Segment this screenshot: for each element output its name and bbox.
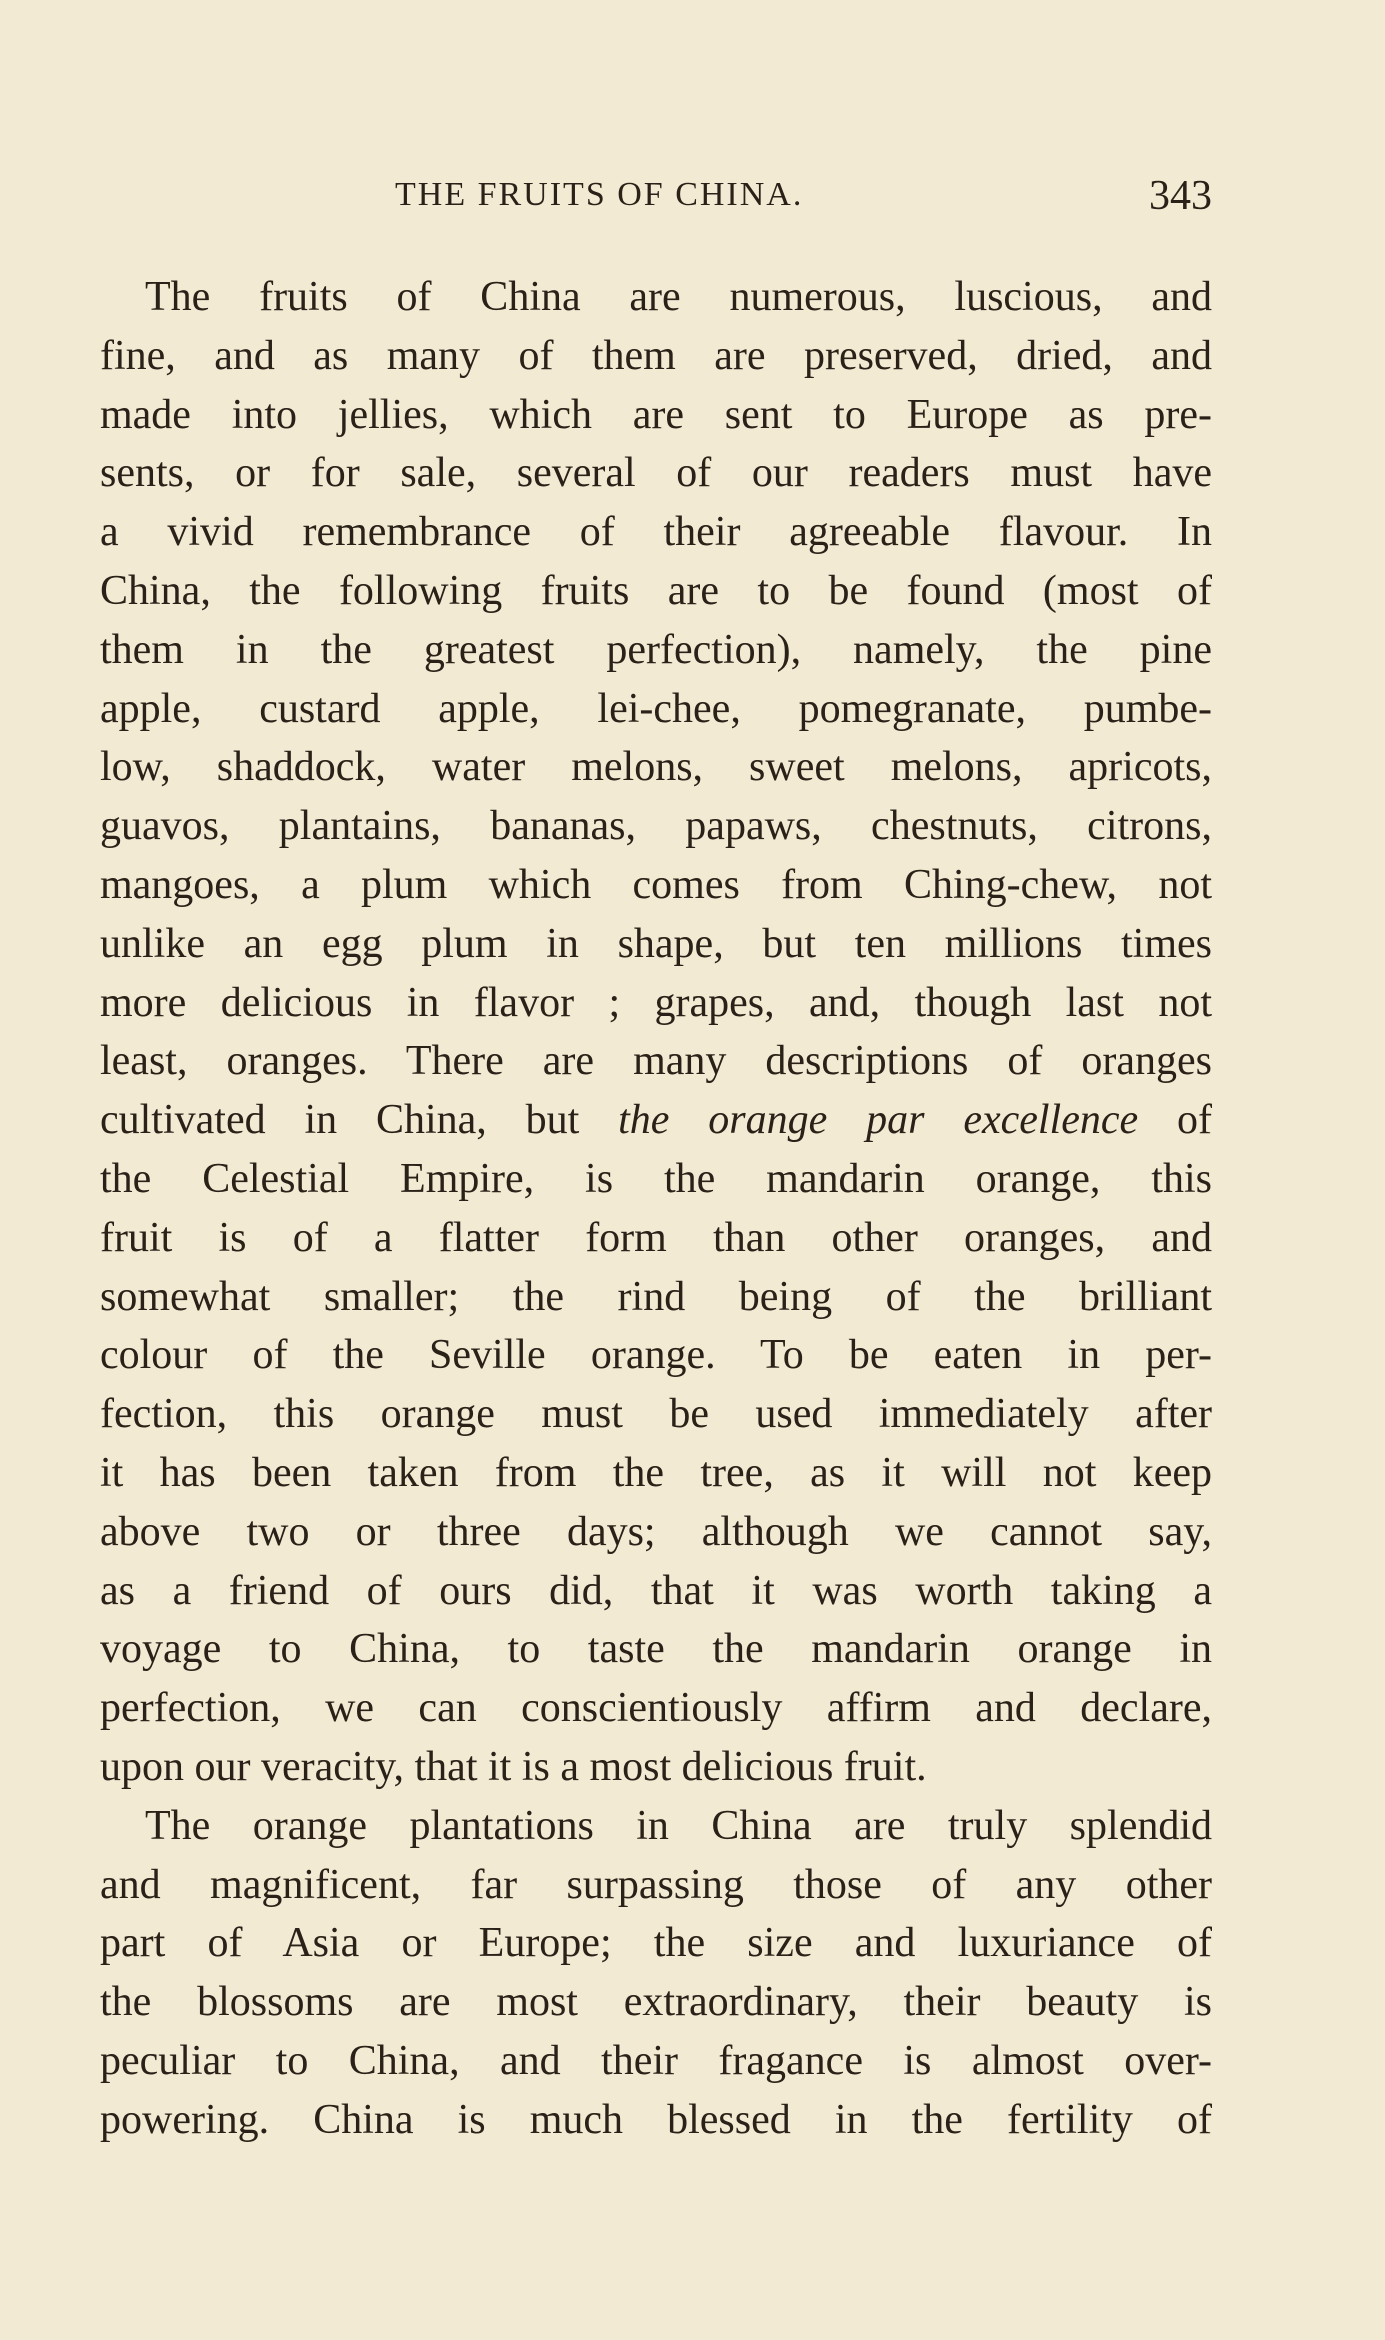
- text-line: unlike an egg plum in shape, but ten millions times: [100, 920, 1212, 967]
- page-header: [100, 172, 1212, 222]
- body-text: [100, 268, 1212, 2150]
- text-line: peculiar to China, and their fragance is almost over-: [100, 2037, 1212, 2084]
- text-line: as a friend of ours did, that it was worth taking a: [100, 1567, 1212, 1614]
- text-line: The fruits of China are numerous, luscious, and: [145, 274, 1212, 320]
- text-line: made into jellies, which are sent to Europe as pre-: [100, 391, 1212, 438]
- text-line: fruit is of a flatter form than other oranges, and: [100, 1214, 1212, 1261]
- text-line: perfection, we can conscientiously affirm and declare,: [100, 1685, 1212, 1732]
- italic-phrase: the orange par excellence: [618, 1097, 1139, 1144]
- text-line: fection, this orange must be used immediately after: [100, 1391, 1212, 1438]
- text-line: sents, or for sale, several of our readers must have: [100, 450, 1212, 497]
- text-segment: of: [1138, 1097, 1212, 1144]
- text-line: above two or three days; although we cannot say,: [100, 1508, 1212, 1555]
- text-line: low, shaddock, water melons, sweet melons, apricots,: [100, 744, 1212, 791]
- page-number: 343: [1149, 173, 1212, 219]
- text-line: apple, custard apple, lei-chee, pomegranate, pumbe-: [100, 685, 1212, 732]
- running-title: THE FRUITS OF CHINA.: [395, 176, 804, 213]
- text-line: the Celestial Empire, is the mandarin orange, this: [100, 1155, 1212, 1202]
- text-line: voyage to China, to taste the mandarin orange in: [100, 1626, 1212, 1673]
- text-line: fine, and as many of them are preserved, dried, and: [100, 332, 1212, 379]
- text-line: a vivid remembrance of their agreeable flavour. In: [100, 509, 1212, 556]
- text-line: the blossoms are most extraordinary, their beauty is: [100, 1979, 1212, 2026]
- text-line: more delicious in flavor ; grapes, and, though last not: [100, 979, 1212, 1026]
- text-line: part of Asia or Europe; the size and luxuriance of: [100, 1920, 1212, 1967]
- text-line: them in the greatest perfection), namely, the pine: [100, 626, 1212, 673]
- text-line: The orange plantations in China are truly splendid: [145, 1802, 1212, 1849]
- text-line: powering. China is much blessed in the fertility of: [100, 2096, 1212, 2143]
- text-line: and magnificent, far surpassing those of any other: [100, 1861, 1212, 1908]
- text-line: somewhat smaller; the rind being of the brilliant: [100, 1273, 1212, 1320]
- text-line: guavos, plantains, bananas, papaws, chestnuts, citrons,: [100, 803, 1212, 850]
- text-line: colour of the Seville orange. To be eaten in per-: [100, 1332, 1212, 1379]
- text-line: upon our veracity, that it is a most delicious fruit.: [100, 1743, 927, 1790]
- text-line-with-italic: [100, 1091, 1212, 1150]
- text-line: China, the following fruits are to be found (most of: [100, 567, 1212, 614]
- text-line: mangoes, a plum which comes from Ching-chew, not: [100, 861, 1212, 908]
- text-line: least, oranges. There are many descriptions of oranges: [100, 1038, 1212, 1085]
- text-segment: cultivated in China, but: [100, 1097, 619, 1144]
- text-line: it has been taken from the tree, as it will not keep: [100, 1449, 1212, 1496]
